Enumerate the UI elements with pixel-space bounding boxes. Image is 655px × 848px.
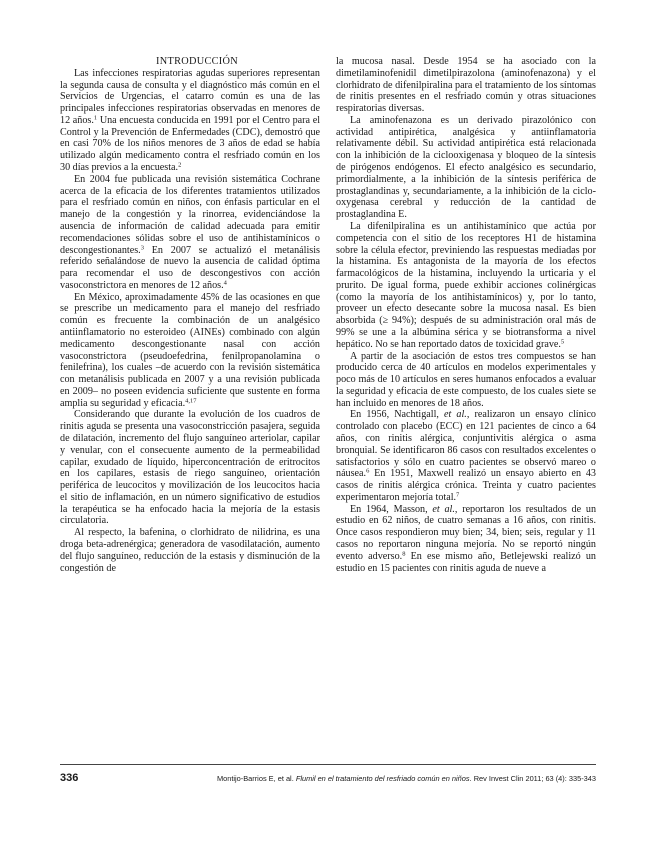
paragraph: A partir de la asociación de estos tres compuestos se han producido cerca de 40 artículos en modelos experimentales y poco más de 10 artículos en seres humanos enfocados a evaluar la seguridad y eficacia de este compuesto, de los cuales siete se han incluido en menores de 18 años. [336,350,596,409]
paragraph: En 1964, Masson, et al., reportaron los resultados de un estudio en 62 niños, de cuatro semanas a 16 años, con rinitis. Once casos respondieron muy bien; 34, bien; seis, regular y 11 casos no reportaron ninguna mejoría. No se reportó ningún evento adverso.$^8$ En ese mismo año, Betlejewski realizó un estudio en 15 pacientes con rinitis aguda de nueve a [336,503,597,574]
paragraph: Al respecto, la bafenina, o clorhidrato de nilidrina, es una droga beta-adrenérgica; generadora de vasodilatación, aumento del flujo sanguíneo, reducción de la estasis y disminución de la congestión de [60,527,320,574]
paragraph: La difenilpiralina es un antihistamínico que actúa por competencia con el sitio de los receptores H1 de histamina sobre la célula efector, previniendo las respuestas mediadas por la histamina. Es antagonista de la mayoría de los efectos farmacológicos de la histamina, incluyendo la urticaria y el prurito. De igual forma, puede exhibir acciones colinérgicas (como la mayoría de los antihistamínicos) y, por lo tanto, proveer un efecto desecante sobre la mucosa nasal. Es bien absorbida (≥ 94%); después de su administración oral más de 99% se une a la albúmina sérica y se biotransforma a nivel hepático. No se han reportado datos de toxicidad grave.$^5$ [336,220,596,350]
paragraph: Las infecciones respiratorias agudas superiores representan la segunda causa de consulta y el diagnóstico más común en el Servicios de Urgencias, el catarro común es una de las principales infecciones respiratorias observadas en menores de 12 años.$^1$ Una encuesta conducida en 1991 por el Centro para el Control y la Prevención de Enfermedades (CDC), demostró que en casi 70% de los niños menores de 3 años de edad se había utilizado algún medicamento contra el resfriado común en los 30 días previos a la encuesta.$^2$ [60,67,321,174]
page-number: 336 [60,772,79,784]
left-column [60,56,320,574]
running-footer: Montijo-Barrios E, et al. Flumil en el tratamiento del resfriado común en niños. Rev Invest Clin 2011; 63 (4): 335-343 [216,774,596,783]
paragraph: En 2004 fue publicada una revisión sistemática Cochrane acerca de la eficacia de los diferentes tratamientos utilizados para el resfriado común en niños, con énfasis particular en el manejo de la congestión y la rinorrea, evidenciándose la ausencia de información de calidad adecuada para emitir recomendaciones sólidas sobre el uso de antihistamínicos o descongestionantes.$^3$ En 2007 se actualizó el metanálisis referido señalándose de nuevo la ausencia de calidad óptima para recomendar el uso de descongestivos con acción vasoconstrictora en menores de 12 años.$^4$ [60,173,320,291]
section-heading: INTRODUCCIÓN [156,56,238,67]
paragraph: En México, aproximadamente 45% de las ocasiones en que se prescribe un medicamento para el manejo del resfriado común es frecuente la combinación de un analgésico antiinflamatorio no esteroideo (AINEs) combinado con algún medicamento descongestionante nasal con acción vasoconstrictora (pseudoefedrina, fenilpropanolamina o fenilefrina), los cuales –de acuerdo con la revisión sistemática con metanálisis publicada en 2007 y a una revisión publicada en 2009– no poseen evidencia suficiente que sustente en forma amplia su seguridad y eficacia.$^{4,17}$ [60,291,320,409]
paragraph: En 1956, Nachtigall, et al., realizaron un ensayo clínico controlado con placebo (ECC) en 121 pacientes de cinco a 64 años, con rinitis alérgica, conjuntivitis alérgica o asma bronquial. Se identificaron 86 casos con resultados excelentes o satisfactorios y sólo en cuatro pacientes se observó mareo o náusea.$^6$ En 1951, Maxwell realizó un ensayo abierto en 43 casos de rinitis alérgica crónica. Treinta y cuatro pacientes experimentaron mejoría total.$^7$ [336,409,596,503]
paragraph: La aminofenazona es un derivado pirazolónico con actividad antipirética, analgésica y antiinflamatoria relativamente débil. Su actividad antipirética está relacionada con la inhibición de la ciclooxigenasa y bloqueo de la síntesis de pirógenos endógenos. El efecto analgésico es secundario, primordialmente, a la inhibición de la síntesis periférica de prostaglandinas y, secundariamente, a la inhibición de la ciclo-oxygenasa cerebral y reducción de la cantidad de prostaglandina E. [336,114,596,221]
paragraph: Considerando que durante la evolución de los cuadros de rinitis aguda se presenta una vasoconstricción pasajera, seguida de dilatación, incremento del flujo sanguíneo arteriolar, capilar y venular, con el consecuente aumento de la permeabilidad capilar, exudado de líquido, hiperconcentración de eritrocitos en los capilares, estasis de riego sanguíneo, orientación periférica de leucocitos y movilización de los leucocitos hacia el sitio de inflamación, en un número significativo de estudios la terapéutica se ha enfocado hacia la mejoría de la estasis circulatoria. [60,409,320,527]
footer-divider [60,764,596,765]
right-column [336,56,596,574]
paragraph: la mucosa nasal. Desde 1954 se ha asociado con la dimetilaminofenidil dimetilpirazolona (aminofenazona) y el clorhidrato de difenilpiralina para el tratamiento de los síntomas de rinitis presentes en el resfriado común y otras situaciones respiratorias diversas. [336,56,596,115]
